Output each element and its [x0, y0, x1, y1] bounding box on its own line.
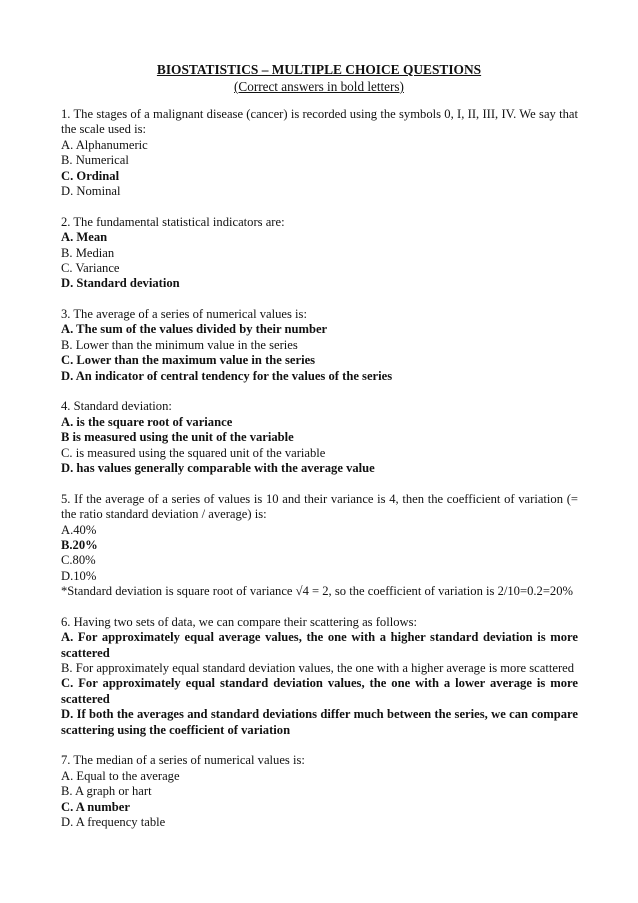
question-2 [61, 215, 578, 292]
question-list [61, 107, 578, 846]
answer-option: A. The sum of the values divided by their number [61, 322, 328, 337]
question-6 [61, 615, 578, 738]
answer-option: C. A number [61, 799, 130, 814]
question-stem: 4. Standard deviation: [61, 399, 172, 414]
answer-option: A. Equal to the average [61, 768, 180, 783]
answer-option: B is measured using the unit of the variable [61, 430, 294, 445]
answer-option: D.10% [61, 568, 97, 583]
answer-option: B.20% [61, 537, 98, 552]
answer-option: C. Ordinal [61, 168, 120, 183]
page-title: BIOSTATISTICS – MULTIPLE CHOICE QUESTIONS [156, 62, 482, 77]
explanation-note: *Standard deviation is square root of variance √4 = 2, so the coefficient of variation is 2/10=0.2=20% [61, 584, 574, 599]
answer-option: B. For approximately equal standard deviation values, the one with a higher average is more scattered [61, 661, 575, 676]
answer-option: A. Alphanumeric [61, 137, 148, 152]
question-stem: 3. The average of a series of numerical values is: [61, 307, 307, 322]
question-4 [61, 399, 578, 476]
question-7 [61, 753, 578, 830]
question-stem: 7. The median of a series of numerical values is: [61, 753, 305, 768]
answer-option: C. For approximately equal standard deviation values, the one with a lower average is more scattered [61, 676, 578, 706]
answer-option: B. A graph or hart [61, 784, 152, 799]
answer-option: B. Lower than the minimum value in the series [61, 337, 298, 352]
answer-option: A. For approximately equal average values, the one with a higher standard deviation is more scattered [61, 630, 578, 660]
answer-option: B. Numerical [61, 153, 129, 168]
answer-option: D. If both the averages and standard deviations differ much between the series, we can compare scattering using the coefficient of variation [61, 707, 578, 737]
answer-option: D. An indicator of central tendency for the values of the series [61, 368, 393, 383]
question-1 [61, 107, 578, 199]
answer-option: A. is the square root of variance [61, 414, 233, 429]
question-5 [61, 492, 578, 600]
answer-option: A. Mean [61, 230, 108, 245]
question-stem: 5. If the average of a series of values is 10 and their variance is 4, then the coefficient of variation (= the ratio standard deviation / average) is: [61, 491, 578, 522]
answer-option: B. Median [61, 245, 115, 260]
question-stem: 2. The fundamental statistical indicators are: [61, 214, 285, 229]
page-subtitle: (Correct answers in bold letters) [234, 79, 404, 94]
answer-option: D. has values generally comparable with the average value [61, 461, 375, 476]
answer-option: A.40% [61, 522, 97, 537]
question-stem: 1. The stages of a malignant disease (cancer) is recorded using the symbols 0, I, II, III, IV. We say that the scale used is: [61, 107, 578, 137]
answer-option: D. A frequency table [61, 815, 166, 830]
answer-option: D. Standard deviation [61, 276, 180, 291]
answer-option: C.80% [61, 553, 96, 568]
answer-option: D. Nominal [61, 184, 121, 199]
answer-option: C. Variance [61, 260, 120, 275]
answer-option: C. is measured using the squared unit of the variable [61, 445, 326, 460]
answer-option: C. Lower than the maximum value in the series [61, 353, 316, 368]
question-3 [61, 307, 578, 384]
question-stem: 6. Having two sets of data, we can compare their scattering as follows: [61, 614, 418, 629]
